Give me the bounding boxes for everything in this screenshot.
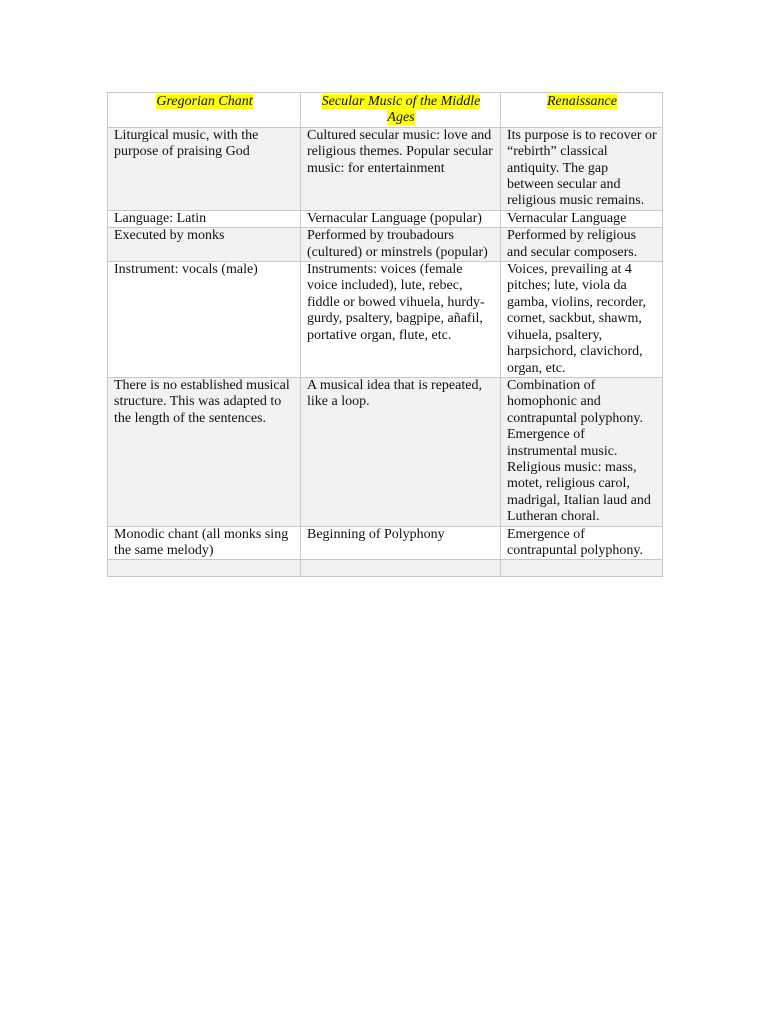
table-cell: Vernacular Language xyxy=(501,210,663,227)
table-cell: Instrument: vocals (male) xyxy=(108,262,301,378)
table-row-empty xyxy=(108,560,663,577)
table-cell: Language: Latin xyxy=(108,210,301,227)
table-cell: Instruments: voices (female voice included), lute, rebec, fiddle or bowed vihuela, hurdy-gurdy, psaltery, bagpipe, añafil, portative organ, flute, etc. xyxy=(301,262,501,378)
table-cell: Performed by religious and secular composers. xyxy=(501,228,663,262)
table-cell: Combination of homophonic and contrapuntal polyphony. Emergence of instrumental music. Religious music: mass, motet, religious carol, madrigal, Italian laud and Lutheran choral. xyxy=(501,377,663,526)
table-cell: Beginning of Polyphony xyxy=(301,526,501,560)
table-cell xyxy=(501,560,663,577)
header-renaissance xyxy=(501,93,663,128)
table-cell: Cultured secular music: love and religious themes. Popular secular music: for entertainment xyxy=(301,127,501,210)
table-row xyxy=(108,526,663,560)
header-label: Renaissance xyxy=(547,94,617,109)
header-label: Gregorian Chant xyxy=(156,94,253,109)
table-row xyxy=(108,210,663,227)
table-cell: Vernacular Language (popular) xyxy=(301,210,501,227)
table-cell xyxy=(301,560,501,577)
table-cell: There is no established musical structure. This was adapted to the length of the sentences. xyxy=(108,377,301,526)
header-label: Secular Music of the Middle Ages xyxy=(321,94,481,126)
music-periods-table xyxy=(107,92,663,577)
table-cell: Monodic chant (all monks sing the same melody) xyxy=(108,526,301,560)
table-cell: Executed by monks xyxy=(108,228,301,262)
table-row xyxy=(108,262,663,378)
header-gregorian-chant xyxy=(108,93,301,128)
table-row xyxy=(108,228,663,262)
table-cell: A musical idea that is repeated, like a loop. xyxy=(301,377,501,526)
table-header-row xyxy=(108,93,663,128)
table-row xyxy=(108,377,663,526)
table-cell xyxy=(108,560,301,577)
header-secular-music xyxy=(301,93,501,128)
table-cell: Performed by troubadours (cultured) or minstrels (popular) xyxy=(301,228,501,262)
table-row xyxy=(108,127,663,210)
table-cell: Voices, prevailing at 4 pitches; lute, viola da gamba, violins, recorder, cornet, sackbut, shawm, vihuela, psaltery, harpsichord, clavichord, organ, etc. xyxy=(501,262,663,378)
table-cell: Liturgical music, with the purpose of praising God xyxy=(108,127,301,210)
table-cell: Its purpose is to recover or “rebirth” classical antiquity. The gap between secular and religious music remains. xyxy=(501,127,663,210)
table-cell: Emergence of contrapuntal polyphony. xyxy=(501,526,663,560)
